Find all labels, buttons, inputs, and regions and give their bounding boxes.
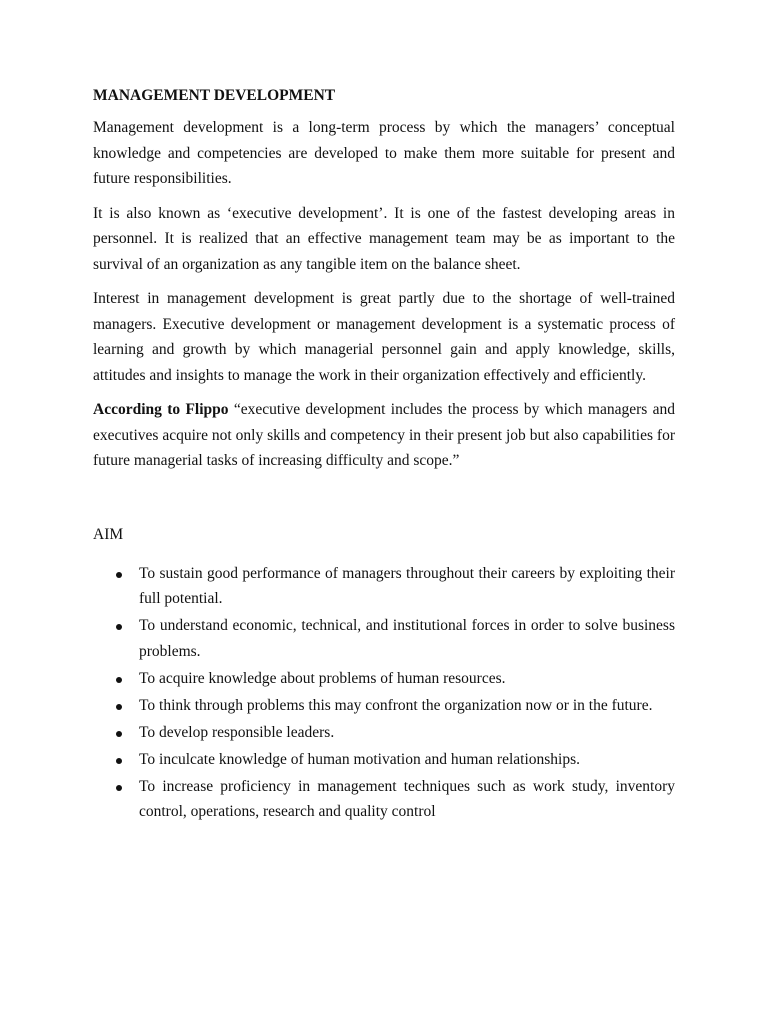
paragraph-interest: Interest in management development is great partly due to the shortage of well-trained managers. Executive development or management development is a systematic process of learning and growth by which managerial personnel gain and apply knowledge, skills, attitudes and insights to manage the work in their organization effectively and efficiently. <box>93 290 675 384</box>
aim-heading: AIM <box>93 525 124 543</box>
paragraph-flippo-quote <box>93 397 675 474</box>
aim-item-text: To develop responsible leaders. <box>139 723 335 741</box>
aim-item <box>93 613 675 664</box>
aim-item-text: To inculcate knowledge of human motivation and human relationships. <box>139 750 580 768</box>
page-title: MANAGEMENT DEVELOPMENT <box>93 87 336 104</box>
quote-author: According to Flippo <box>93 401 229 418</box>
quote-text: “executive development includes the process by which managers and executives acquire not only skills and competency in their present job but also capabilities for future managerial tasks of increasing difficulty and scope.” <box>93 401 675 469</box>
aim-item <box>93 747 675 773</box>
aim-item <box>93 693 675 719</box>
bullet-icon <box>116 758 122 764</box>
aim-item-text: To acquire knowledge about problems of human resources. <box>139 669 506 687</box>
bullet-icon <box>116 785 122 791</box>
aim-item-text: To understand economic, technical, and institutional forces in order to solve business problems. <box>139 617 675 660</box>
aim-item <box>93 561 675 612</box>
bullet-icon <box>116 624 122 630</box>
bullet-icon <box>116 731 122 737</box>
aim-item <box>93 774 675 825</box>
paragraph-executive-development: It is also known as ‘executive development’. It is one of the fastest developing areas in personnel. It is realized that an effective management team may be as important to the survival of an organization as any tangible item on the balance sheet. <box>93 204 675 273</box>
bullet-icon <box>116 704 122 710</box>
bullet-icon <box>116 677 122 683</box>
aim-item-text: To think through problems this may confront the organization now or in the future. <box>139 696 653 714</box>
aim-list <box>93 561 675 825</box>
aim-item <box>93 720 675 746</box>
bullet-icon <box>116 572 122 578</box>
aim-item-text: To sustain good performance of managers throughout their careers by exploiting their full potential. <box>139 564 675 607</box>
aim-item <box>93 666 675 692</box>
paragraph-definition: Management development is a long-term process by which the managers’ conceptual knowledge and competencies are developed to make them more suitable for present and future responsibilities. <box>93 119 675 187</box>
aim-item-text: To increase proficiency in management techniques such as work study, inventory control, operations, research and quality control <box>139 777 675 820</box>
